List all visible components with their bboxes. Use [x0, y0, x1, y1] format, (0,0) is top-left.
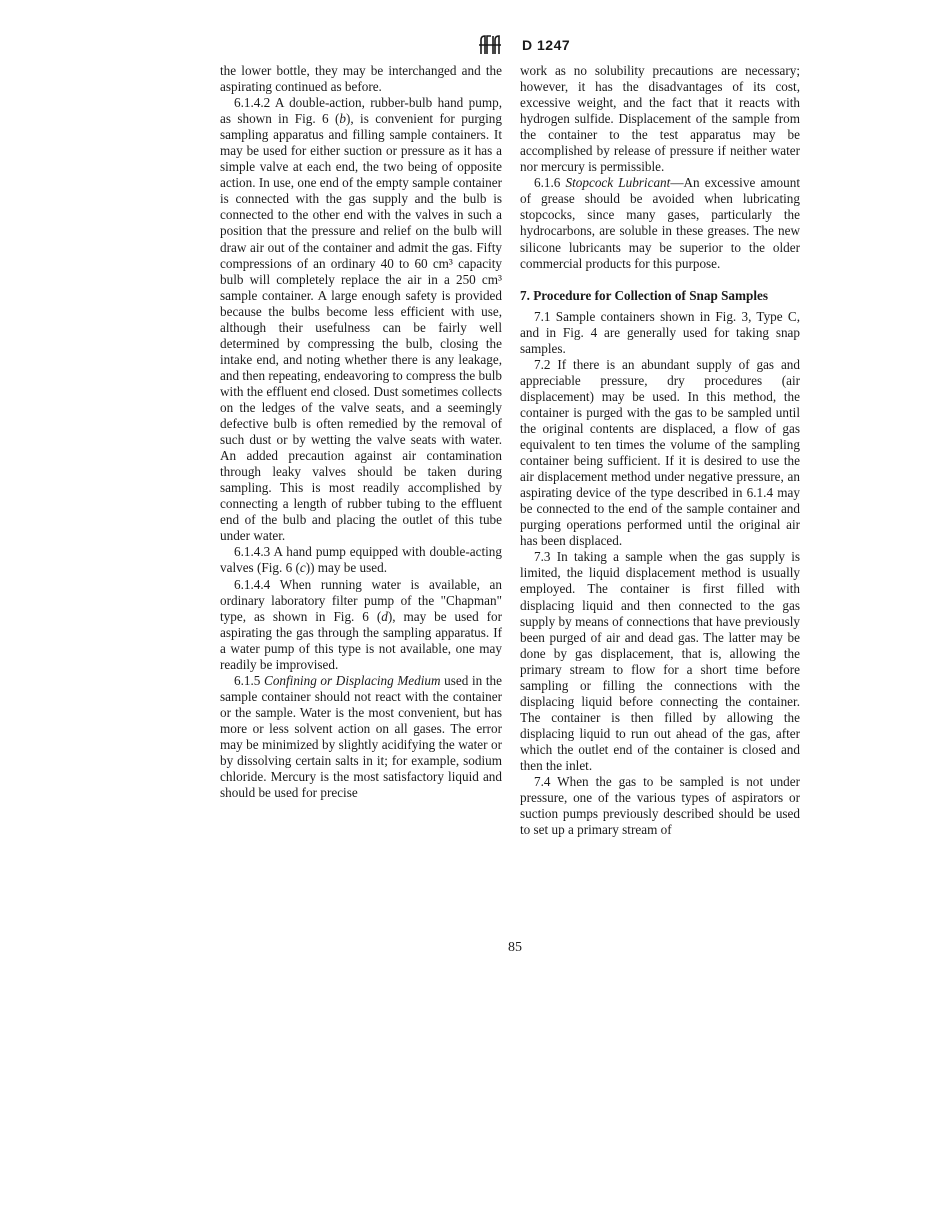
paragraph-7-4: 7.4 When the gas to be sampled is not under pressure, one of the various types of aspirators or suction pumps previously described should be used to set up a primary stream of: [520, 774, 800, 838]
page-number: 85: [508, 940, 522, 955]
paragraph-6-1-4-3: 6.1.4.3 A hand pump equipped with double-acting valves (Fig. 6 (c)) may be used.: [220, 544, 502, 576]
document-id: D 1247: [522, 37, 571, 53]
paragraph-7-2: 7.2 If there is an abundant supply of gas and appreciable pressure, dry procedures (air displacement) may be used. In this method, the container is purged with the gas to be sampled until the original contents are displaced, a flow of gas equivalent to ten times the volume of the sampling container being sufficient. If it is desired to use the air displacement method under negative pressure, an aspirating device of the type described in 6.1.4 may be connected to the end of the sample container and purging operations performed until the original air has been displaced.: [520, 356, 800, 549]
page-header: [478, 34, 570, 56]
paragraph-continuation: work as no solubility precautions are necessary; however, it has the disadvantages of its cost, excessive weight, and the fact that it reacts with hydrogen sulfide. Displacement of the sample from the container to the test apparatus may be accomplished by release of pressure if neither water nor mercury is permissible.: [520, 63, 800, 175]
paragraph-6-1-6: 6.1.6 Stopcock Lubricant—An excessive amount of grease should be avoided when lubricating stopcocks, since many gases, particularly the hydrocarbons, are soluble in these greases. The new silicone lubricants may be superior to the older commercial products for this purpose.: [520, 175, 801, 271]
left-column: [220, 63, 502, 801]
astm-logo-icon: [478, 34, 502, 56]
right-column: [520, 63, 800, 838]
section-heading: 7. Procedure for Collection of Snap Samples: [520, 287, 768, 303]
paragraph-7-3: 7.3 In taking a sample when the gas supply is limited, the liquid displacement method is usually employed. The container is first filled with displacing liquid and then connected to the gas supply by means of connections that have previously been purged of air and dead gas. The latter may be done by gas displacement, that is, allowing the primary stream to flow for a short time before sampling or filling the connections with the displacing liquid before connecting the container. The container is then filled by allowing the displacing liquid to run out ahead of the gas, after which the outlet end of the container is closed and then the inlet.: [520, 549, 800, 773]
paragraph-6-1-4-4: 6.1.4.4 When running water is available, an ordinary laboratory filter pump of the "Chapman" type, as shown in Fig. 6 (d), may be used for aspirating the gas through the sampling apparatus. If a water pump of this type is not available, one may readily be improvised.: [220, 576, 502, 672]
paragraph-7-1: 7.1 Sample containers shown in Fig. 3, Type C, and in Fig. 4 are generally used for taking snap samples.: [520, 308, 800, 356]
subsection-title: Stopcock Lubricant: [565, 175, 671, 191]
subsection-title: Confining or Displacing Medium: [264, 672, 441, 688]
paragraph-continuation: the lower bottle, they may be interchanged and the aspirating continued as before.: [220, 63, 502, 95]
paragraph-6-1-4-2: 6.1.4.2 A double-action, rubber-bulb hand pump, as shown in Fig. 6 (b), is convenient for purging sampling apparatus and filling sample containers. It may be used for either suction or pressure as it has a simple valve at each end, the two being of opposite action. In use, one end of the empty sample container is connected with the gas supply and the bulb is connected to the other end with the valves in such a position that the pressure and relief on the bulb will draw air out of the container and admit the gas. Fifty compressions of an ordinary 40 to 60 cm³ capacity bulb will completely replace the air in a 250 cm³ sample container. A large enough safety is provided because the bulbs become less efficient with use, although their usefulness can be fairly well determined by compressing the bulb, closing the intake end, and noting whether there is any leakage, and then repeating, endeavoring to compress the bulb with the effluent end closed. Dust sometimes collects on the ledges of the valve seats, and a seemingly defective bulb is often remedied by the removal of such dust or by wetting the valve seats with water. An added precaution against air contamination through leaky valves should be taken during sampling. This is most readily accomplished by connecting a length of rubber tubing to the effluent end of the bulb and placing the outlet of this tube under water.: [220, 95, 502, 544]
paragraph-6-1-5: 6.1.5 Confining or Displacing Medium used in the sample container should not react with the container or the sample. Water is the most convenient, but has more or less solvent action on all gases. The error may be minimized by slightly acidifying the water or by dissolving certain salts in it; for example, sodium chloride. Mercury is the most satisfactory liquid and should be used for precise: [220, 672, 503, 801]
